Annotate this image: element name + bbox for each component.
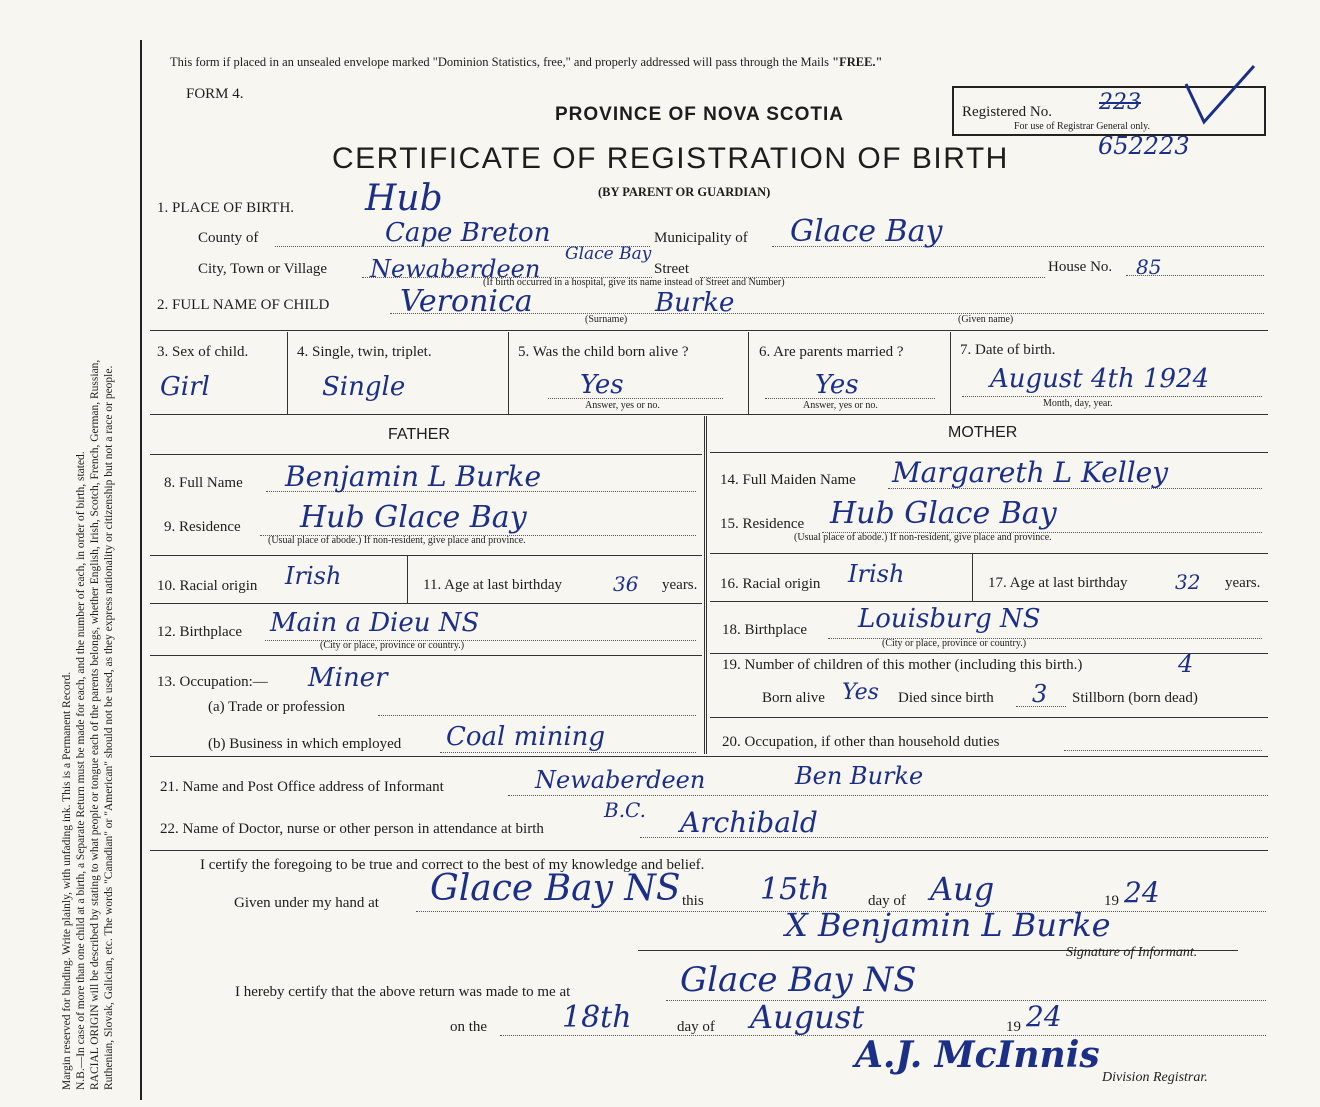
given-label: Given under my hand at [234,895,379,911]
binding-margin-line [140,40,142,1100]
place-of-birth-label: 1. PLACE OF BIRTH. [157,200,295,216]
mail-notice: This form if placed in an unsealed envelope marked "Dominion Statistics, free," and properly addressed will pass through the Mails "FREE." [170,55,883,69]
mother-heading: MOTHER [948,424,1018,441]
margin-note-3: RACIAL ORIGIN will be described by stating to what people or tongue each of the parents belongs, whether English, Irish, Scotch, French, German, Russian, [89,359,101,1090]
given-day-value: 15th [760,872,830,907]
registered-label: Registered No. [962,104,1052,120]
married-note: Answer, yes or no. [803,400,878,411]
father-name-value: Benjamin L Burke [285,460,542,493]
father-birthplace-note: (City or place, province or country.) [320,640,465,651]
place-of-birth-value: Hub [365,178,443,219]
registered-note: For use of Registrar General only. [1014,121,1150,132]
city-label: City, Town or Village [198,261,328,277]
street-label: Street [654,261,689,277]
checkmark-icon [1180,60,1260,130]
municipality-label: Municipality of [654,230,748,246]
born-alive-value: Yes [842,680,879,705]
father-residence-value: Hub Glace Bay [300,500,527,535]
mother-name-label: 14. Full Maiden Name [720,472,856,488]
certify-statement: I certify the foregoing to be true and correct to the best of my knowledge and belief. [200,857,705,873]
mother-name-value: Margareth L Kelley [892,456,1169,489]
county-label: County of [198,230,259,246]
trade-label: (a) Trade or profession [208,699,346,715]
registered-value: 223 [1099,90,1141,115]
father-heading: FATHER [388,426,450,443]
surname-note: (Surname) [585,314,628,325]
business-label: (b) Business in which employed [208,736,402,752]
registrar-signature-label: Division Registrar. [1102,1070,1208,1085]
informant-place-value: Newaberdeen [535,766,706,794]
given-year-prefix: 19 [1104,893,1119,909]
mother-residence-label: 15. Residence [720,516,805,532]
informant-name-value: Ben Burke [795,762,924,790]
date-label: 7. Date of birth. [960,342,1056,358]
child-given-value: Veronica [400,284,533,319]
father-birthplace-value: Main a Dieu NS [270,608,480,638]
registrar-year-value: 24 [1026,1000,1062,1033]
died-value: 3 [1032,680,1048,708]
this-label: this [682,893,704,909]
registrar-statement: I hereby certify that the above return was made to me at [235,984,571,1000]
children-count-label: 19. Number of children of this mother (including this birth.) [722,657,1083,673]
father-age-label: 11. Age at last birthday [423,577,562,593]
married-label: 6. Are parents married ? [759,344,904,360]
father-occupation-value: Miner [308,663,388,693]
business-value: Coal mining [446,722,606,752]
sex-label: 3. Sex of child. [157,344,249,360]
registrar-day-value: 18th [562,1000,632,1035]
municipality-value: Glace Bay [790,214,943,249]
father-age-value: 36 [613,572,639,596]
father-age-unit: years. [662,577,698,593]
mother-race-value: Irish [848,560,905,588]
father-name-label: 8. Full Name [164,475,243,491]
registrar-signature: A.J. McInnis [855,1034,1100,1076]
child-surname-value: Burke [655,288,735,318]
margin-note-4: Ruthenian, Slovak, Galician, etc. The words "Canadian" or "American" should not be used, as they express nationality or citizenship but not a race or people. [103,365,115,1090]
alive-note: Answer, yes or no. [585,400,660,411]
form-number: FORM 4. [186,86,244,102]
single-label: 4. Single, twin, triplet. [297,344,432,360]
given-year-value: 24 [1124,876,1160,909]
mother-age-label: 17. Age at last birthday [988,575,1128,591]
father-residence-label: 9. Residence [164,519,241,535]
registrar-place-value: Glace Bay NS [680,960,917,1000]
single-value: Single [322,372,406,402]
house-label: House No. [1048,259,1113,275]
date-note: Month, day, year. [1043,398,1113,409]
registrar-month-value: August [750,998,865,1036]
doctor-value: Archibald [680,806,818,839]
died-label: Died since birth [898,690,994,706]
on-the-label: on the [450,1019,488,1035]
informant-signature-label: Signature of Informant. [1066,945,1198,960]
mother-residence-note: (Usual place of abode.) If non-resident, give place and province. [794,532,1052,543]
mother-race-label: 16. Racial origin [720,576,821,592]
margin-notes [60,30,116,1090]
children-count-value: 4 [1178,650,1194,678]
father-birthplace-label: 12. Birthplace [157,624,242,640]
informant-label: 21. Name and Post Office address of Informant [160,779,444,795]
born-alive-label: Born alive [762,690,825,706]
father-occupation-label: 13. Occupation:— [157,674,268,690]
margin-note-1: Margin reserved for binding. Write plainly, with unfading ink. This is a Permanent Record. [61,671,73,1090]
father-residence-note: (Usual place of abode.) If non-resident, give place and province. [268,535,526,546]
mother-birthplace-value: Louisburg NS [858,604,1041,634]
married-value: Yes [815,370,859,400]
father-race-value: Irish [285,562,342,590]
city-value: Newaberdeen [370,255,541,283]
given-place-value: Glace Bay NS [430,868,681,909]
registered-number: 652223 [1098,132,1190,160]
mother-birthplace-label: 18. Birthplace [722,622,807,638]
mother-age-unit: years. [1225,575,1261,591]
sex-value: Girl [160,372,210,402]
mother-birthplace-note: (City or place, province or country.) [882,638,1027,649]
given-note: (Given name) [958,314,1014,325]
stillborn-label: Stillborn (born dead) [1072,690,1198,706]
given-month-value: Aug [930,870,995,908]
child-name-label: 2. FULL NAME OF CHILD [157,297,330,313]
alive-label: 5. Was the child born alive ? [518,344,689,360]
alive-value: Yes [580,370,624,400]
margin-note-2: N.B.—In case of more than one child at a birth, a Separate Return must be made for each, and the number of each, in order of birth, stated. [75,451,87,1090]
doctor-initials: B.C. [604,798,647,822]
given-day-of-label: day of [868,893,906,909]
street-note: (If birth occurred in a hospital, give its name instead of Street and Number) [483,277,785,288]
informant-signature: X Benjamin L Burke [785,906,1111,944]
doctor-label: 22. Name of Doctor, nurse or other person in attendance at birth [160,821,544,837]
house-value: 85 [1136,255,1162,279]
city-value-alt: Glace Bay [565,244,652,264]
date-value: August 4th 1924 [990,364,1210,394]
registrar-day-of-label: day of [677,1019,715,1035]
father-race-label: 10. Racial origin [157,578,258,594]
county-value: Cape Breton [385,218,551,248]
mother-occupation-label: 20. Occupation, if other than household duties [722,734,1000,750]
mother-age-value: 32 [1175,570,1201,594]
page-title: CERTIFICATE OF REGISTRATION OF BIRTH [332,142,1009,175]
mother-residence-value: Hub Glace Bay [830,496,1057,531]
subtitle: (BY PARENT OR GUARDIAN) [598,185,771,199]
registrar-year-prefix: 19 [1006,1019,1021,1035]
province-heading: PROVINCE OF NOVA SCOTIA [555,104,845,125]
